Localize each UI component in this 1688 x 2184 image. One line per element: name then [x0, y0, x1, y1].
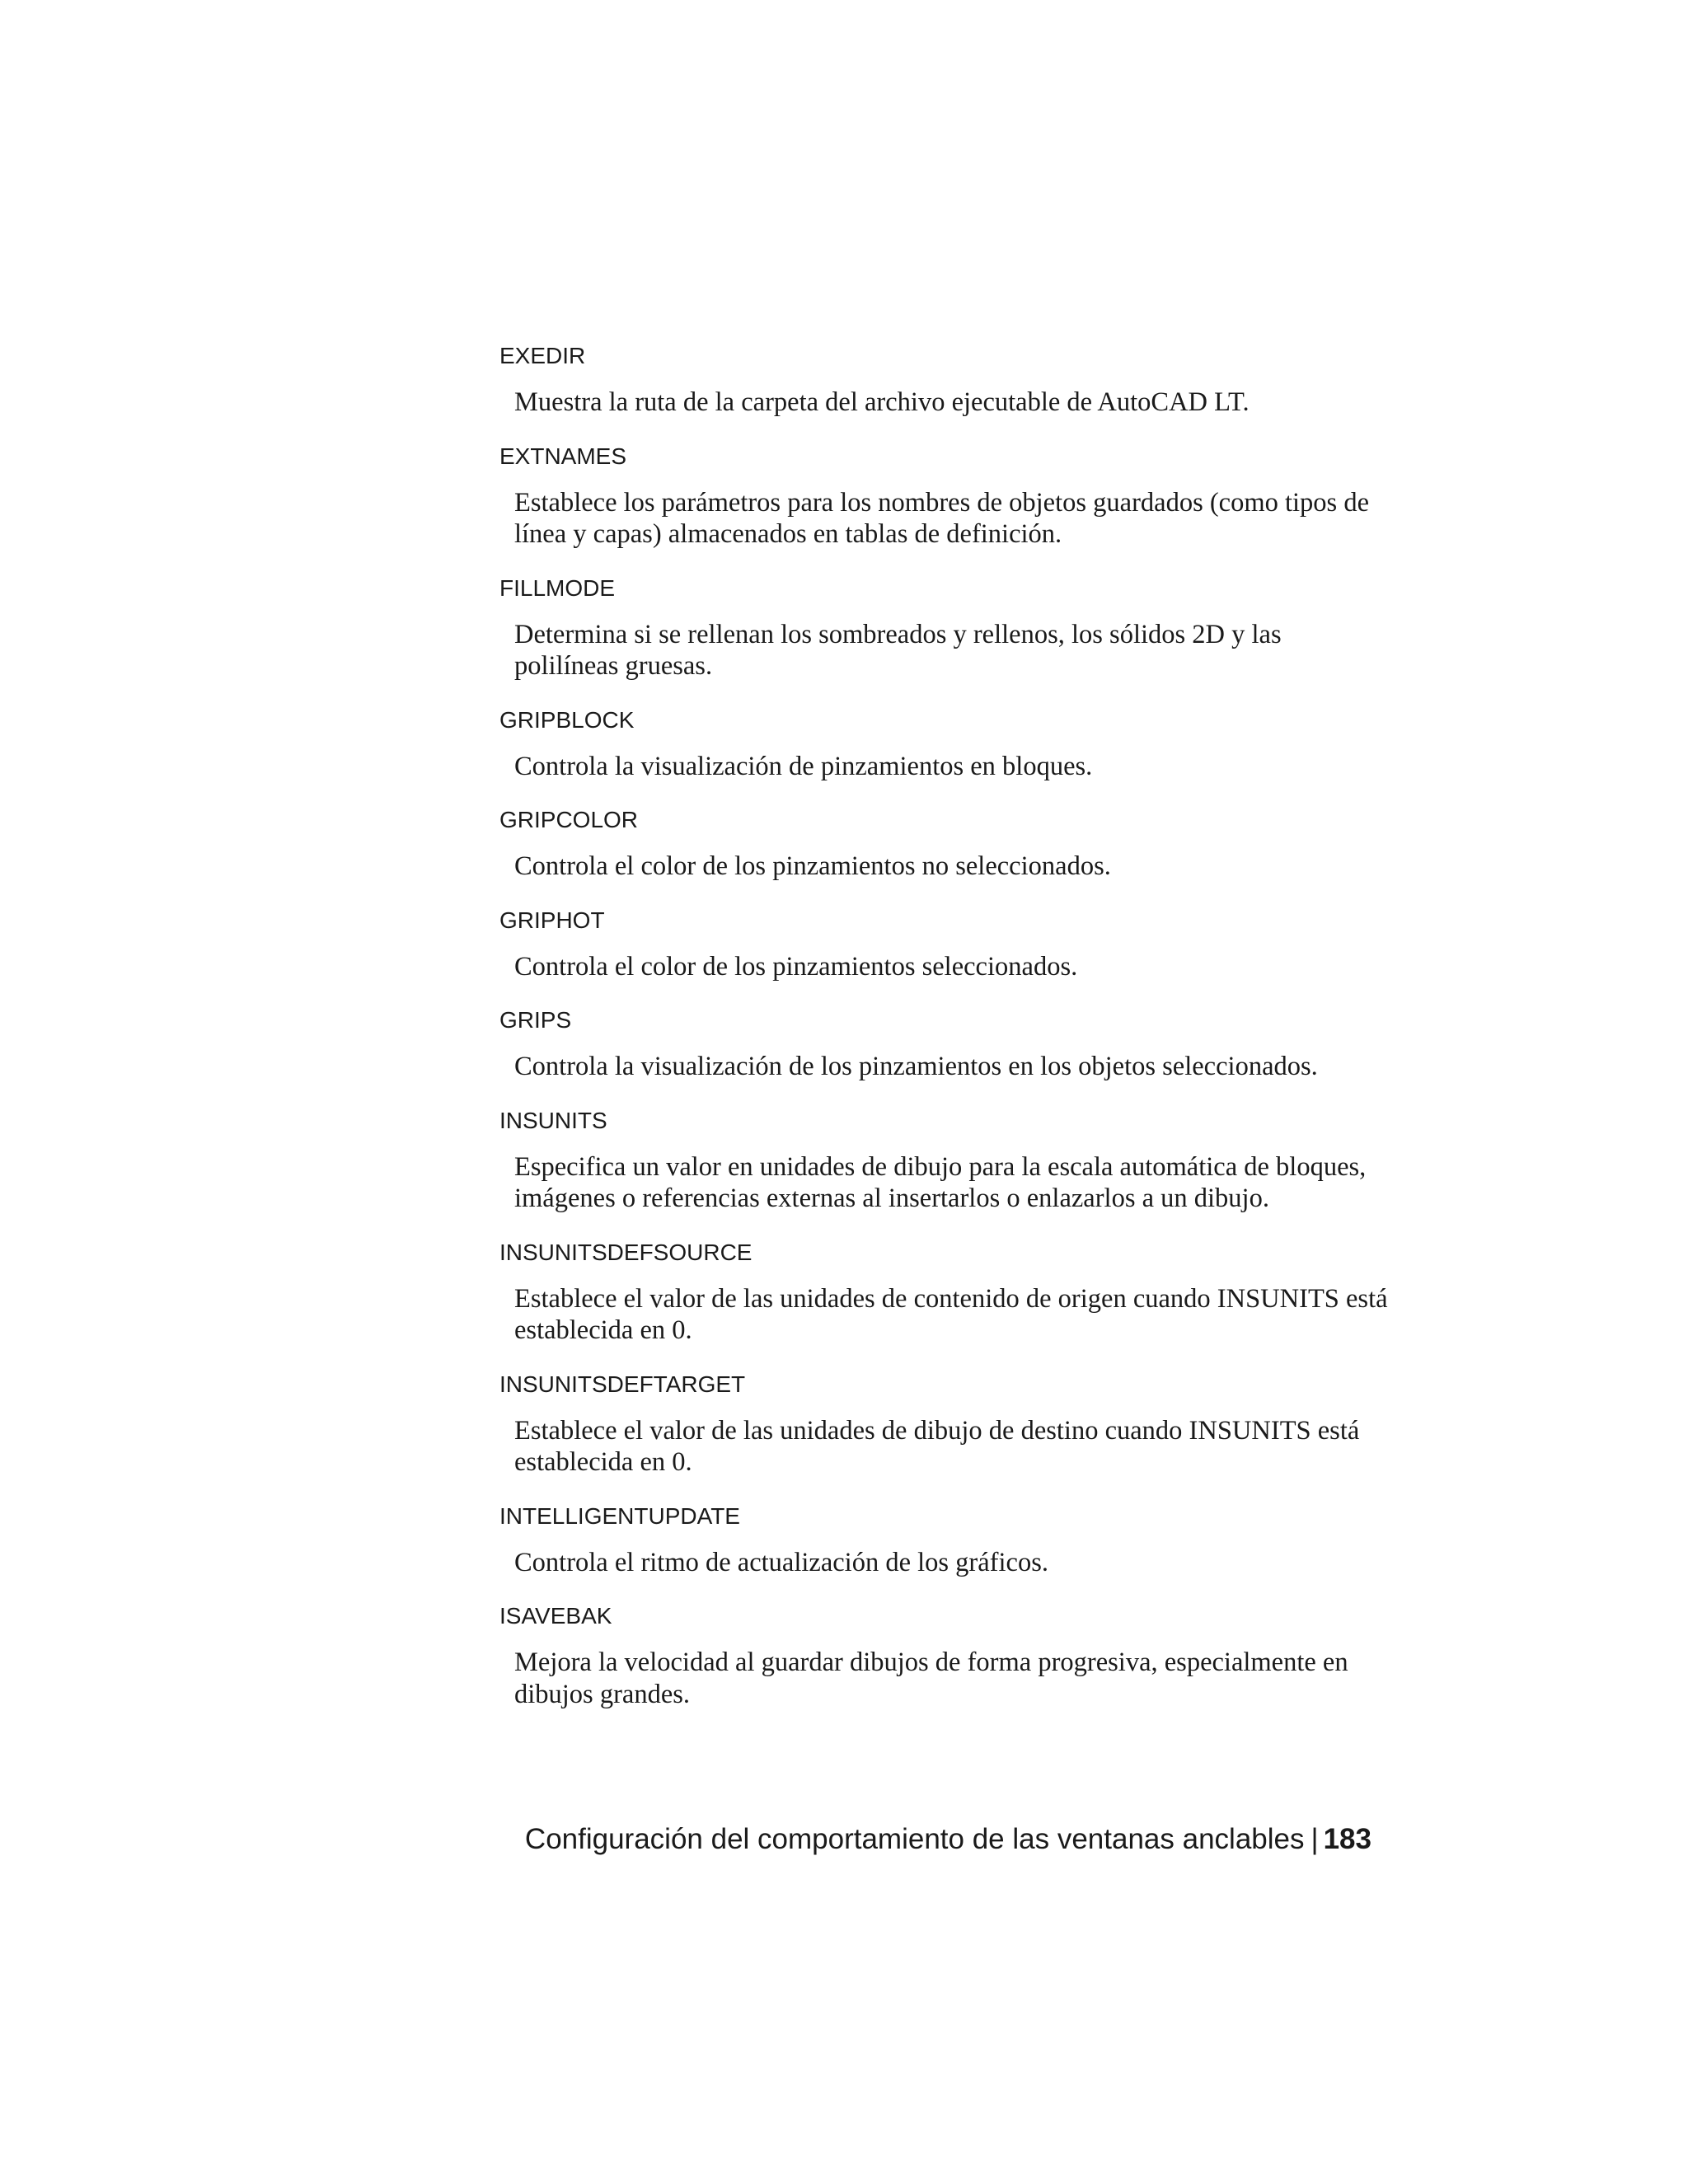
entry-isavebak	[499, 1594, 1406, 1710]
entry-insunitsdeftarget	[499, 1362, 1406, 1479]
variable-name: INSUNITS	[499, 1107, 607, 1133]
variable-description: Especifica un valor en unidades de dibujo para la escala automática de bloques, imágenes o referencias externas al insertarlos o enlazarlos a un dibujo.	[514, 1151, 1367, 1213]
variable-name: INSUNITSDEFSOURCE	[499, 1239, 753, 1265]
variable-description: Controla el ritmo de actualización de los gráficos.	[514, 1547, 1048, 1577]
entry-extnames	[499, 434, 1406, 551]
variable-name: FILLMODE	[499, 574, 616, 601]
page-footer	[525, 1815, 1372, 1864]
footer-section-title: Configuración del comportamiento de las ventanas anclables	[524, 1823, 1305, 1855]
entry-gripblock	[499, 698, 1406, 783]
variable-name: EXTNAMES	[499, 443, 627, 469]
variable-description: Establece los parámetros para los nombres de objetos guardados (como tipos de línea y capas) almacenados en tablas de definición.	[514, 487, 1370, 549]
entry-fillmode	[499, 566, 1406, 682]
variable-name: GRIPCOLOR	[499, 807, 639, 832]
entry-gripcolor	[499, 798, 1406, 883]
variable-name: INTELLIGENTUPDATE	[499, 1502, 740, 1529]
entry-intelligentupdate	[499, 1494, 1406, 1579]
variable-description: Establece el valor de las unidades de dibujo de destino cuando INSUNITS está establecida en 0.	[514, 1415, 1360, 1477]
variable-name: INSUNITSDEFTARGET	[499, 1371, 746, 1397]
variable-description: Mejora la velocidad al guardar dibujos de forma progresiva, especialmente en dibujos grandes.	[514, 1647, 1348, 1709]
page-number: 183	[1323, 1823, 1372, 1855]
entry-insunits	[499, 1099, 1406, 1215]
variable-description: Controla el color de los pinzamientos seleccionados.	[514, 951, 1078, 982]
entry-griphot	[499, 898, 1406, 983]
variable-description: Muestra la ruta de la carpeta del archivo ejecutable de AutoCAD LT.	[514, 387, 1250, 417]
variable-name: EXEDIR	[499, 343, 586, 368]
variable-description: Determina si se rellenan los sombreados y rellenos, los sólidos 2D y las polilíneas gruesas.	[514, 619, 1282, 681]
footer-separator: |	[1311, 1823, 1319, 1855]
variable-description: Establece el valor de las unidades de contenido de origen cuando INSUNITS está establecida en 0.	[514, 1283, 1388, 1345]
variable-description: Controla la visualización de pinzamientos en bloques.	[514, 751, 1093, 781]
variable-name: GRIPS	[499, 1007, 572, 1033]
entry-insunitsdefsource	[499, 1230, 1406, 1347]
variable-name: GRIPBLOCK	[499, 706, 635, 733]
variable-name: ISAVEBAK	[499, 1603, 612, 1629]
variable-name: GRIPHOT	[499, 907, 605, 933]
variable-description: Controla la visualización de los pinzamientos en los objetos seleccionados.	[514, 1052, 1318, 1081]
definition-list	[499, 334, 1406, 1726]
entry-grips	[499, 998, 1406, 1083]
entry-exedir	[499, 334, 1406, 419]
variable-description: Controla el color de los pinzamientos no seleccionados.	[514, 851, 1111, 881]
